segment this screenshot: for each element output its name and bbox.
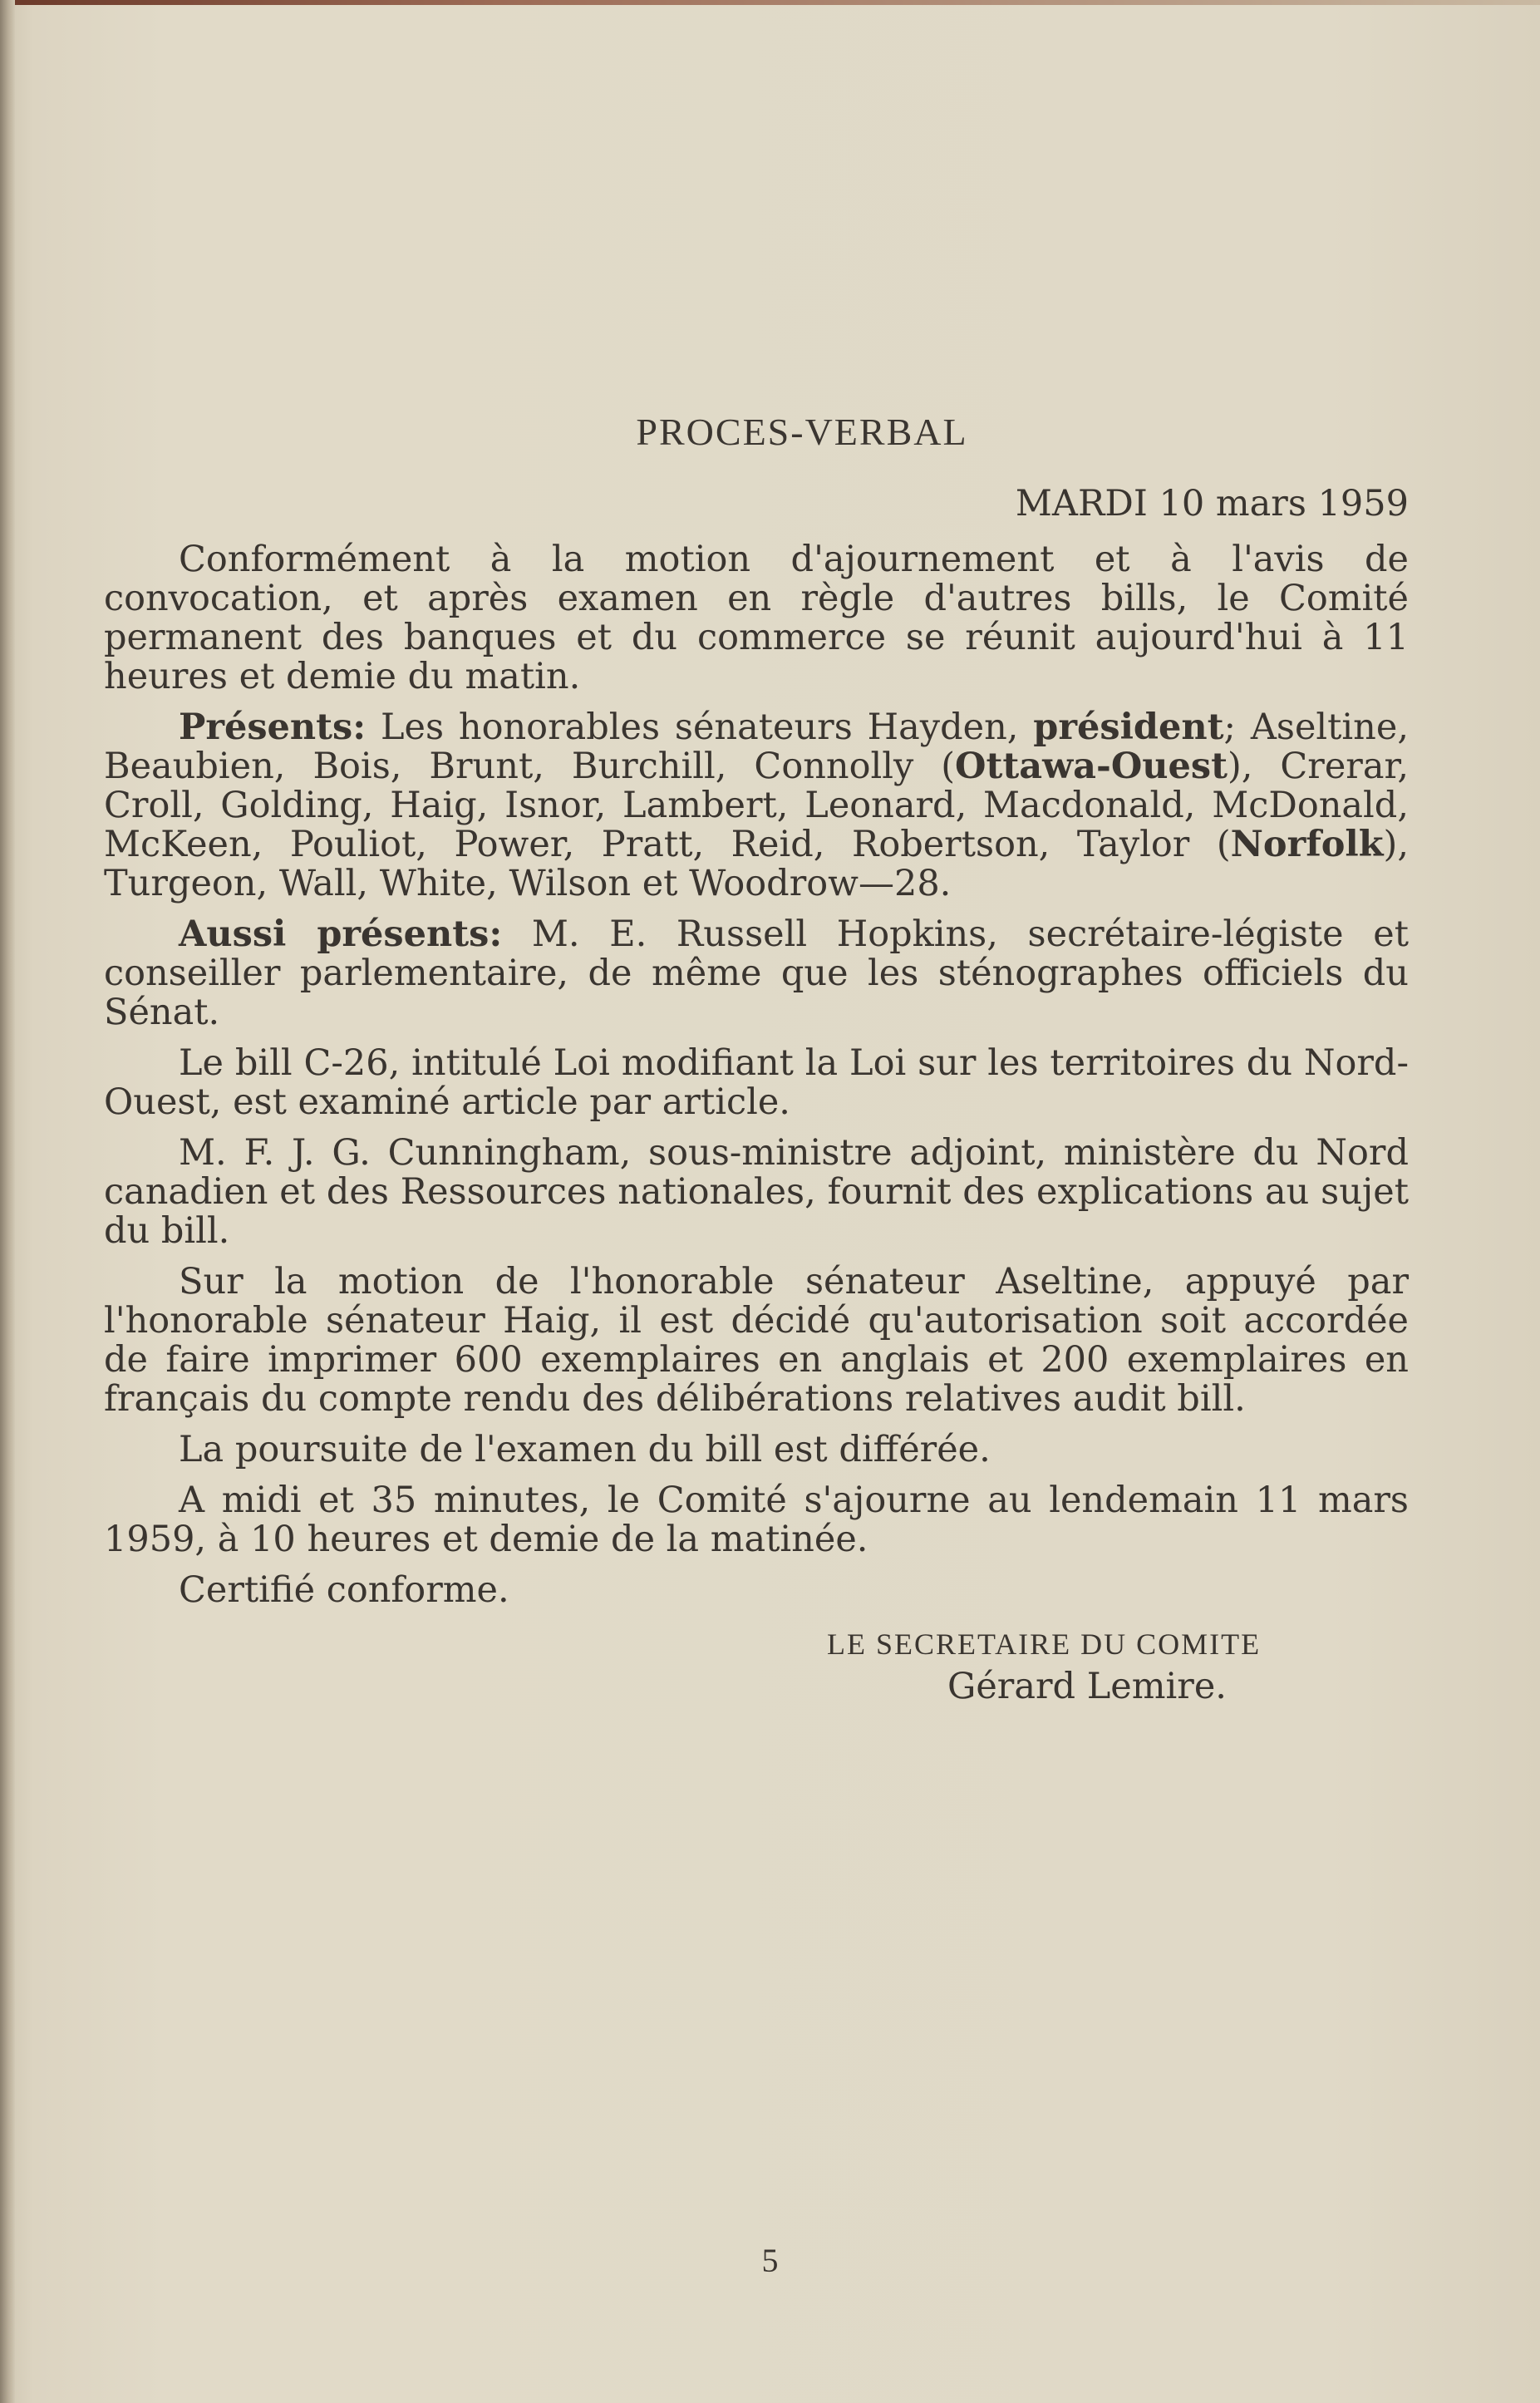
president-label: président [1033, 707, 1224, 748]
binding-edge [0, 0, 15, 2403]
signature-name: Gérard Lemire. [947, 1666, 1227, 1707]
paragraph-attendees [104, 708, 1409, 904]
ottawa-ouest-label: Ottawa-Ouest [955, 746, 1228, 787]
attendees-text-a: Les honorables sénateurs Hayden, [366, 707, 1034, 748]
meeting-date: MARDI 10 mars 1959 [1015, 483, 1409, 524]
paragraph-bill: Le bill C-26, intitulé Loi modifiant la Loi sur les territoires du Nord-Ouest, est examiné article par article. [104, 1042, 1409, 1123]
signature-title: LE SECRETAIRE DU COMITE [827, 1627, 1262, 1661]
document-body [104, 391, 1409, 1706]
paragraph-motion: Sur la motion de l'honorable sénateur Aseltine, appuyé par l'honorable sénateur Haig, il est décidé qu'autorisation soit accordée de faire imprimer 600 exemplaires en anglais et 200 exemplaires en français du compte rendu des délibérations relatives audit bill. [104, 1261, 1409, 1420]
paragraph-convocation: Conformément à la motion d'ajournement et à l'avis de convocation, et après examen en règle d'autres bills, le Comité permanent des banques et du commerce se réunit aujourd'hui à 11 heures et demie du matin. [104, 539, 1409, 697]
paragraph-adjourn: A midi et 35 minutes, le Comité s'ajourne au lendemain 11 mars 1959, à 10 heures et demie de la matinée. [104, 1480, 1409, 1560]
norfolk-label: Norfolk [1230, 824, 1384, 865]
paragraph-deferred: La poursuite de l'examen du bill est différée. [179, 1429, 991, 1470]
also-present-label: Aussi présents: [179, 913, 503, 955]
attendees-text-b: ; Aseltine, Beaubien, Bois, Brunt, Burchill, Connolly ( [104, 707, 1409, 787]
attendees-label: Présents: [179, 707, 367, 748]
page-number: 5 [761, 2242, 779, 2279]
document-title: PROCES-VERBAL [636, 411, 968, 453]
attendees-text-d: ), Turgeon, Wall, White, Wilson et Woodrow—28. [104, 824, 1409, 904]
paragraph-cunningham: M. F. J. G. Cunningham, sous-ministre adjoint, ministère du Nord canadien et des Ressources nationales, fournit des explications au sujet du bill. [104, 1132, 1409, 1252]
paragraph-also-present [104, 915, 1409, 1032]
page-top-edge [0, 0, 1540, 5]
also-present-text: M. E. Russell Hopkins, secrétaire-légiste et conseiller parlementaire, de même que les sténographes officiels du Sénat. [104, 913, 1410, 1033]
attendees-text-c: ), Crerar, Croll, Golding, Haig, Isnor, Lambert, Leonard, Macdonald, McDonald, McKeen, Pouliot, Power, Pratt, Reid, Robertson, Taylor ( [104, 746, 1409, 865]
paragraph-certified: Certifié conforme. [179, 1569, 509, 1611]
